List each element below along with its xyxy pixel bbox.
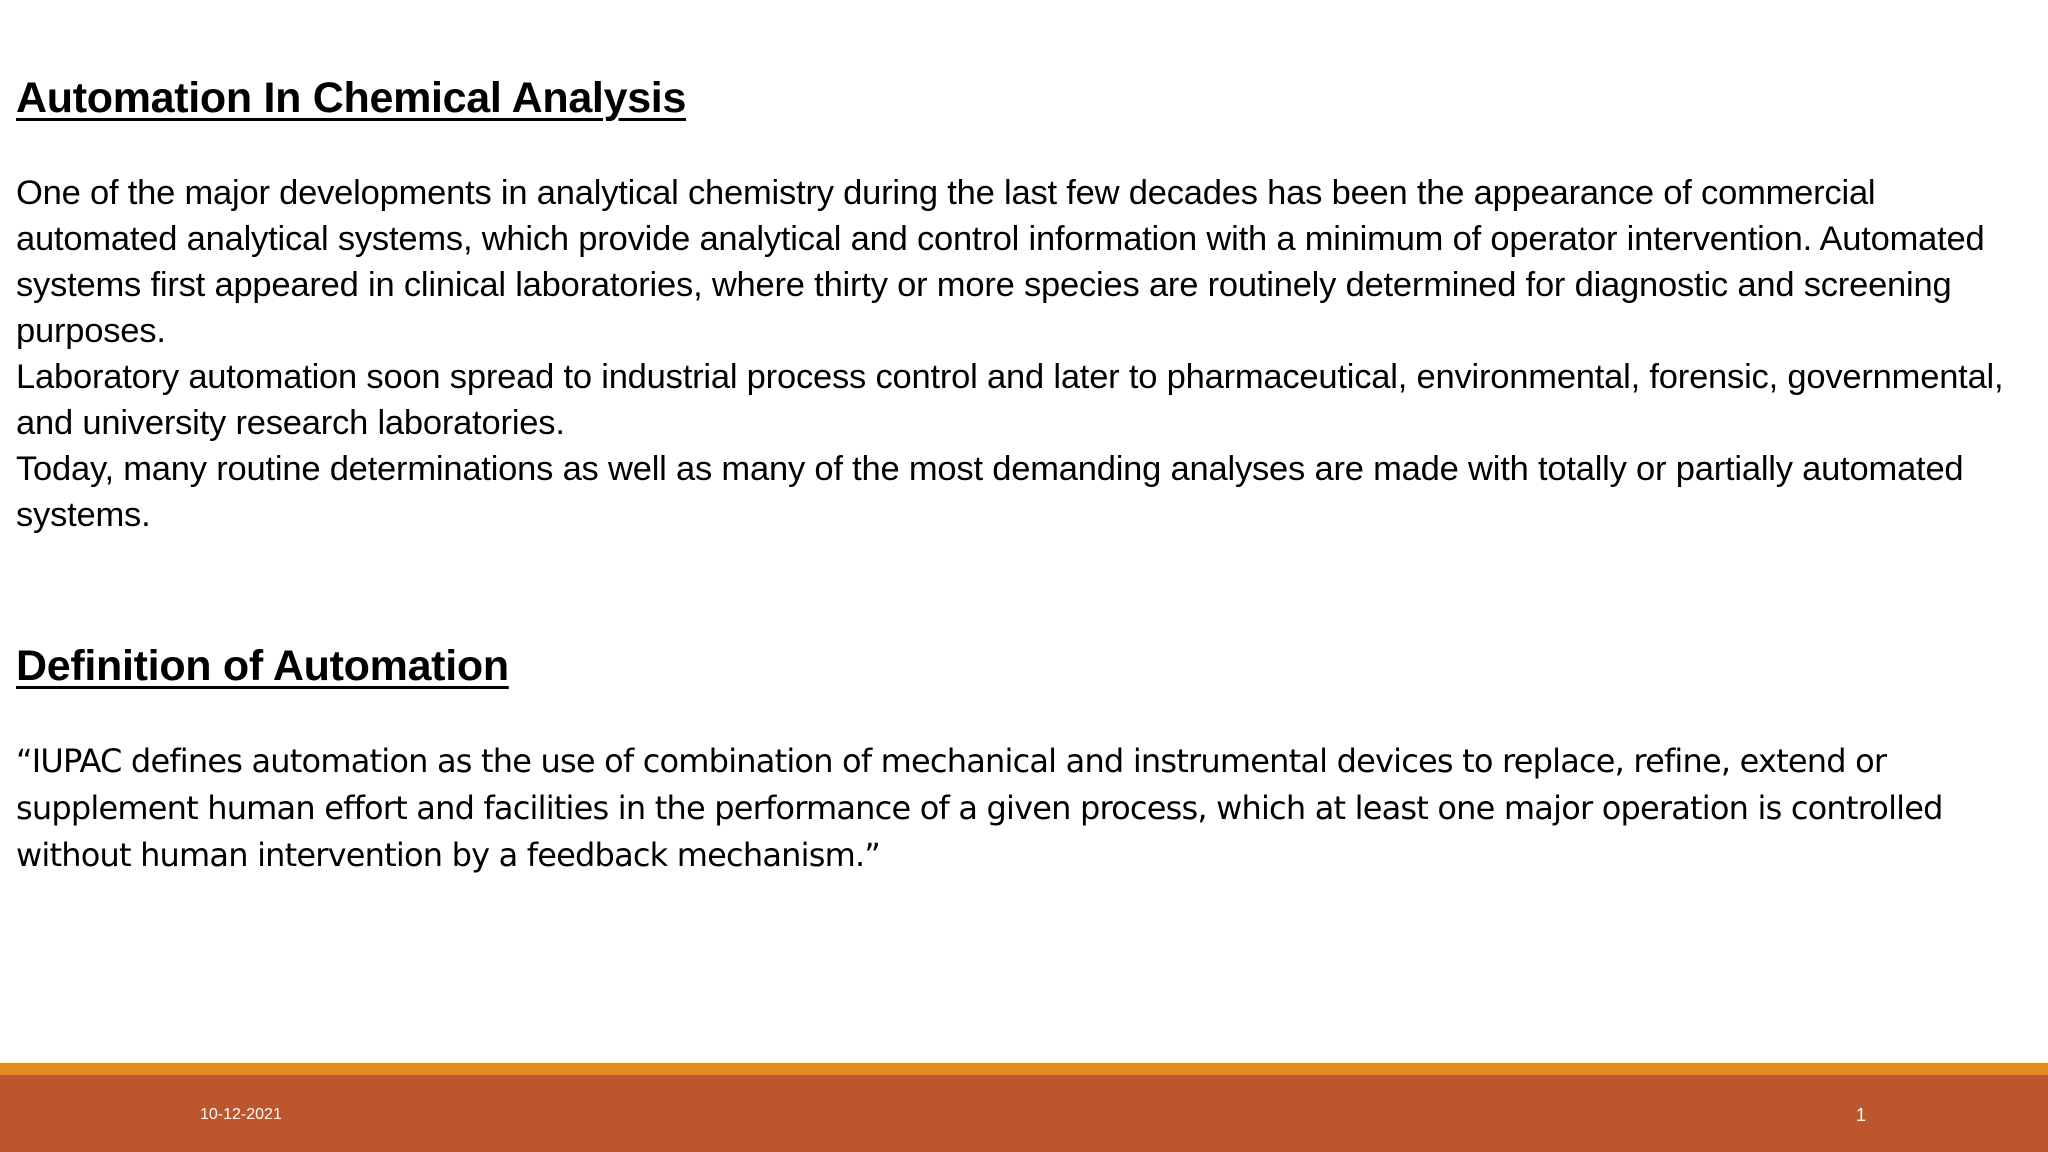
definition-quote: “IUPAC defines automation as the use of combination of mechanical and instrumental devices to replace, refine, extend or supplement human effort and facilities in the performance of a given process, which at least one major operation is controlled without human intervention by a feedback mechanism.” <box>16 742 1943 874</box>
section-heading-definition: Definition of Automation <box>16 642 509 690</box>
page-number: 1 <box>1856 1105 1867 1125</box>
paragraph-1: One of the major developments in analytical chemistry during the last few decades has been the appearance of commercial automated analytical systems, which provide analytical and control information with a minimum of operator intervention. Automated systems first appeared in clinical laboratories, where thirty or more species are routinely determined for diagnostic and screening purposes. <box>16 174 1985 350</box>
footer-accent-stripe <box>0 1063 2048 1075</box>
footer-bar <box>0 1075 2048 1152</box>
intro-text-block <box>16 170 2036 538</box>
section-heading-automation: Automation In Chemical Analysis <box>16 74 687 122</box>
slide-content <box>16 70 2036 879</box>
paragraph-2: Laboratory automation soon spread to industrial process control and later to pharmaceutical, environmental, forensic, governmental, and university research laboratories. <box>16 358 2004 442</box>
footer-date: 10-12-2021 <box>200 1106 282 1123</box>
paragraph-3: Today, many routine determinations as well as many of the most demanding analyses are made with totally or partially automated systems. <box>16 450 1964 534</box>
